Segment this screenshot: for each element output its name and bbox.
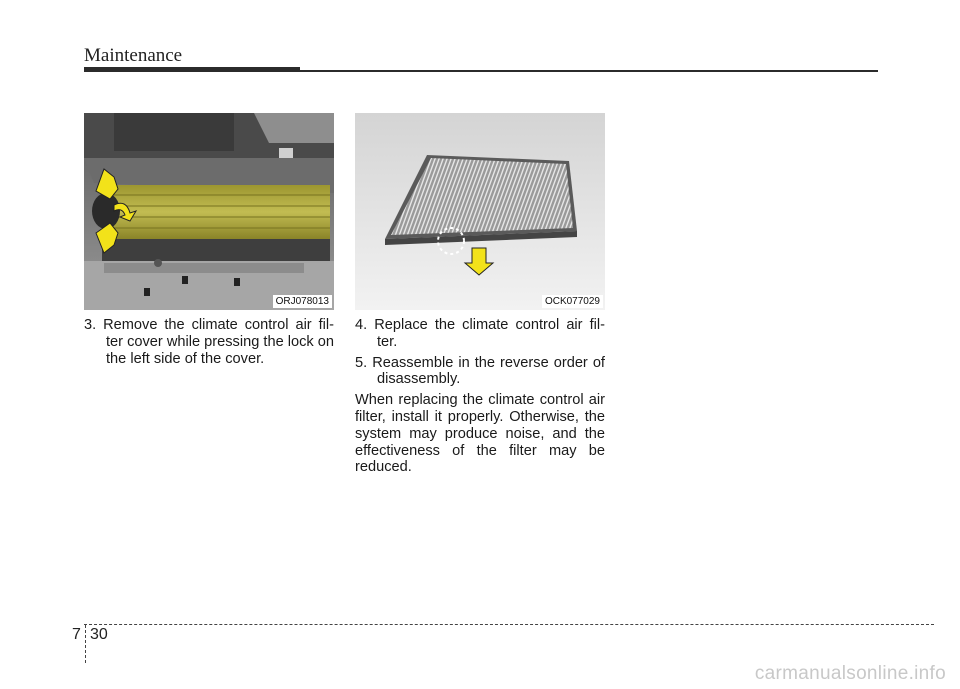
header-rule-thin <box>300 70 878 72</box>
figure-filter-cover-removal <box>84 113 334 310</box>
footer-vertical-rule <box>85 625 86 663</box>
figure-code: ORJ078013 <box>273 295 332 308</box>
page-number: 30 <box>90 626 108 643</box>
step-4: 4. Replace the climate control air fil- ter. <box>355 317 605 350</box>
figure-code: OCK077029 <box>542 295 603 308</box>
figure-air-filter <box>355 113 605 310</box>
air-filter-photo <box>355 113 605 310</box>
step-3: 3. Remove the climate control air fil- ter cover while pressing the lock on the left side of the cover. <box>84 317 334 367</box>
header-rule-thick <box>84 67 300 72</box>
page-header-title: Maintenance <box>84 45 183 66</box>
footer-rule <box>84 624 934 625</box>
step-5: 5. Reassemble in the reverse order of disassembly. <box>355 354 605 388</box>
chapter-number: 7 <box>72 626 81 643</box>
left-text-column <box>84 317 334 371</box>
installation-note: When replacing the climate control air filter, install it properly. Otherwise, the system may produce noise, and the effectiveness of the filter may be reduced. <box>355 392 605 476</box>
filter-cover-photo <box>84 113 334 310</box>
watermark: carmanualsonline.info <box>754 663 946 684</box>
right-text-column <box>355 317 605 476</box>
